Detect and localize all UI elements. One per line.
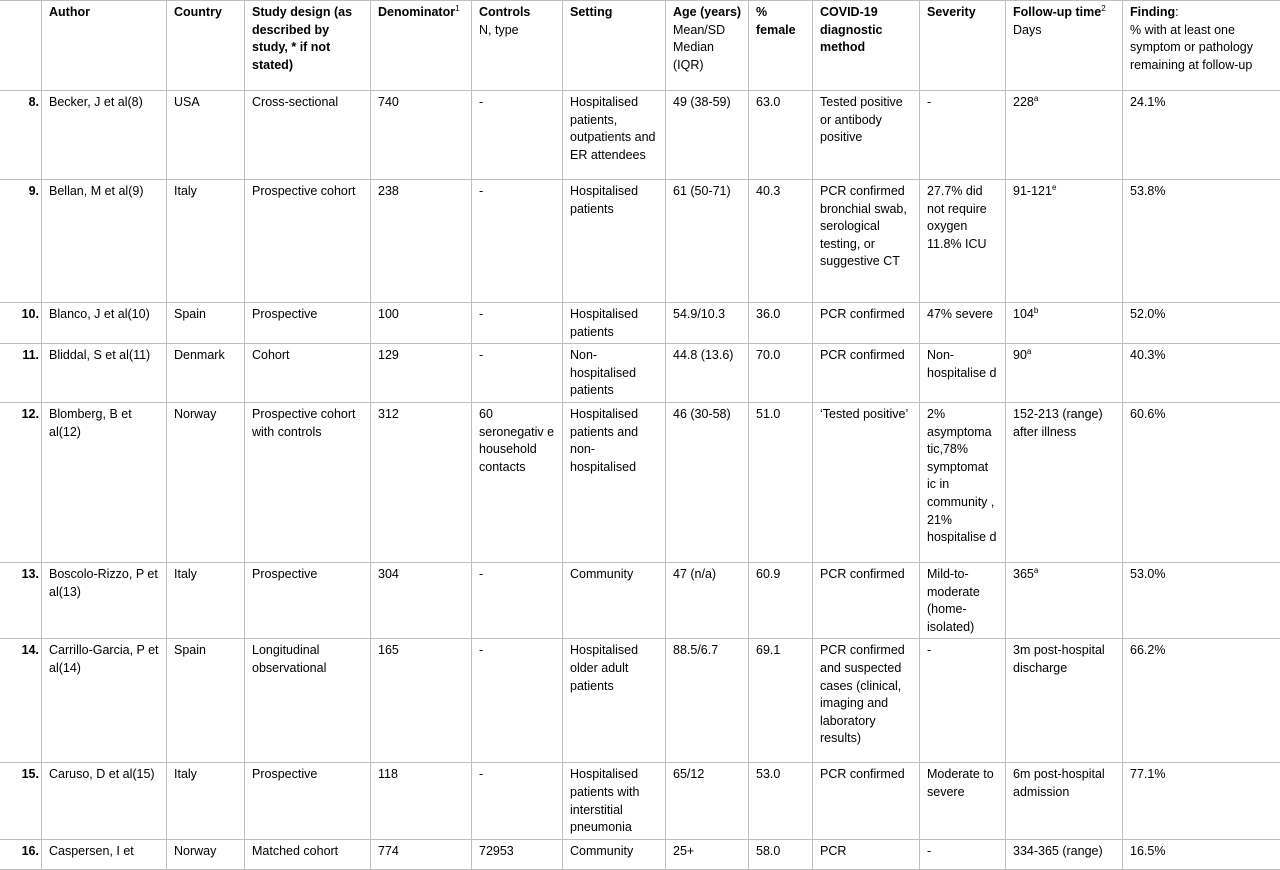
cell-severity	[920, 91, 1006, 180]
cell-text: 11.	[22, 348, 39, 362]
cell-setting	[563, 180, 666, 303]
cell-text: Italy	[174, 567, 197, 581]
cell-followup	[1006, 639, 1123, 763]
cell-country	[167, 91, 245, 180]
cell-text: Longitudinal observational	[252, 643, 326, 675]
table-row	[0, 303, 1280, 344]
header-sublabel: Mean/SD Median (IQR)	[673, 22, 742, 75]
cell-method	[813, 91, 920, 180]
cell-setting	[563, 763, 666, 839]
cell-text: Italy	[174, 184, 197, 198]
cell-text: 66.2%	[1130, 643, 1165, 657]
cell-design	[245, 303, 371, 344]
table-row	[0, 639, 1280, 763]
cell-text: 16.5%	[1130, 844, 1165, 858]
cell-controls	[472, 402, 563, 562]
cell-setting	[563, 562, 666, 638]
cell-author	[42, 180, 167, 303]
cell-setting	[563, 344, 666, 403]
header-sublabel: % with at least one symptom or pathology remaining at follow-up	[1130, 22, 1280, 75]
cell-method	[813, 180, 920, 303]
cell-text: Caruso, D et al(15)	[49, 767, 155, 781]
cell-text: 9.	[29, 184, 39, 198]
header-controls	[472, 1, 563, 91]
table-row	[0, 180, 1280, 303]
followup-footnote-marker: a	[1034, 566, 1038, 575]
cell-text: 25+	[673, 844, 694, 858]
cell-followup	[1006, 303, 1123, 344]
cell-denominator	[371, 763, 472, 839]
cell-severity	[920, 562, 1006, 638]
cell-text: Non-hospitalise d	[927, 348, 997, 380]
cell-text: Moderate to severe	[927, 767, 994, 799]
cell-text: PCR confirmed and suspected cases (clinical, imaging and laboratory results)	[820, 643, 905, 745]
cell-controls	[472, 562, 563, 638]
cell-text: 152-213 (range) after illness	[1013, 407, 1103, 439]
cell-severity	[920, 344, 1006, 403]
header-country	[167, 1, 245, 91]
followup-footnote-marker: b	[1034, 306, 1038, 315]
cell-text: 53.0%	[1130, 567, 1165, 581]
cell-country	[167, 839, 245, 869]
cell-design	[245, 839, 371, 869]
header-footnote-marker: 1	[455, 4, 459, 13]
header-finding	[1123, 1, 1280, 91]
cell-text: -	[479, 348, 483, 362]
cell-country	[167, 562, 245, 638]
cell-author	[42, 303, 167, 344]
cell-text: 3m post-hospital discharge	[1013, 643, 1105, 675]
cell-text: 40.3	[756, 184, 780, 198]
header-severity	[920, 1, 1006, 91]
cell-age	[666, 763, 749, 839]
cell-denominator	[371, 402, 472, 562]
cell-denominator	[371, 839, 472, 869]
cell-author	[42, 839, 167, 869]
cell-text: 40.3%	[1130, 348, 1165, 362]
cell-text: Community	[570, 567, 633, 581]
header-label: Setting	[570, 5, 612, 19]
cell-method	[813, 303, 920, 344]
cell-text: 228	[1013, 95, 1034, 109]
cell-text: 90	[1013, 348, 1027, 362]
cell-method	[813, 402, 920, 562]
cell-severity	[920, 639, 1006, 763]
cell-followup	[1006, 839, 1123, 869]
cell-text: 49 (38-59)	[673, 95, 731, 109]
cell-num	[0, 344, 42, 403]
cell-controls	[472, 639, 563, 763]
cell-finding	[1123, 91, 1280, 180]
cell-text: Hospitalised patients with interstitial pneumonia	[570, 767, 639, 834]
table-row	[0, 91, 1280, 180]
cell-text: 91-121	[1013, 184, 1052, 198]
cell-text: Blanco, J et al(10)	[49, 307, 150, 321]
cell-country	[167, 180, 245, 303]
cell-finding	[1123, 763, 1280, 839]
cell-female	[749, 639, 813, 763]
cell-setting	[563, 402, 666, 562]
cell-text: 60 seronegativ e household contacts	[479, 407, 554, 474]
cell-setting	[563, 839, 666, 869]
cell-num	[0, 839, 42, 869]
cell-finding	[1123, 303, 1280, 344]
header-label: Finding	[1130, 5, 1175, 19]
cell-text: 129	[378, 348, 399, 362]
cell-text: Prospective cohort	[252, 184, 356, 198]
cell-setting	[563, 639, 666, 763]
header-study-design	[245, 1, 371, 91]
cell-text: 312	[378, 407, 399, 421]
cell-text: 58.0	[756, 844, 780, 858]
cell-controls	[472, 839, 563, 869]
cell-followup	[1006, 402, 1123, 562]
cell-country	[167, 402, 245, 562]
cell-age	[666, 344, 749, 403]
cell-finding	[1123, 402, 1280, 562]
header-label: % female	[756, 5, 796, 37]
cell-author	[42, 91, 167, 180]
cell-text: 8.	[29, 95, 39, 109]
cell-text: 24.1%	[1130, 95, 1165, 109]
cell-text: 740	[378, 95, 399, 109]
cell-text: 46 (30-58)	[673, 407, 731, 421]
cell-age	[666, 402, 749, 562]
cell-country	[167, 639, 245, 763]
cell-text: Carrillo-Garcia, P et al(14)	[49, 643, 159, 675]
cell-denominator	[371, 180, 472, 303]
cell-author	[42, 639, 167, 763]
cell-finding	[1123, 839, 1280, 869]
cell-text: 53.8%	[1130, 184, 1165, 198]
cell-text: 15.	[22, 767, 39, 781]
followup-footnote-marker: e	[1052, 183, 1056, 192]
cell-text: 72953	[479, 844, 514, 858]
cell-text: 304	[378, 567, 399, 581]
cell-denominator	[371, 639, 472, 763]
cell-text: Hospitalised patients, outpatients and ER attendees	[570, 95, 656, 162]
cell-followup	[1006, 180, 1123, 303]
cell-text: Becker, J et al(8)	[49, 95, 143, 109]
cell-text: Boscolo-Rizzo, P et al(13)	[49, 567, 158, 599]
cell-age	[666, 303, 749, 344]
cell-female	[749, 344, 813, 403]
header-setting	[563, 1, 666, 91]
cell-num	[0, 303, 42, 344]
cell-text: Bliddal, S et al(11)	[49, 348, 150, 362]
table-row	[0, 763, 1280, 839]
cell-num	[0, 763, 42, 839]
cell-text: 52.0%	[1130, 307, 1165, 321]
cell-finding	[1123, 180, 1280, 303]
cell-text: Non-hospitalised patients	[570, 348, 636, 397]
cell-female	[749, 562, 813, 638]
cell-text: -	[479, 767, 483, 781]
cell-denominator	[371, 303, 472, 344]
cell-severity	[920, 303, 1006, 344]
cell-severity	[920, 763, 1006, 839]
cell-text: PCR confirmed	[820, 348, 905, 362]
cell-num	[0, 91, 42, 180]
cell-text: Norway	[174, 844, 216, 858]
cell-text: PCR	[820, 844, 846, 858]
cell-text: 118	[378, 767, 398, 781]
cell-controls	[472, 303, 563, 344]
cell-country	[167, 344, 245, 403]
cell-text: -	[927, 95, 931, 109]
cell-age	[666, 562, 749, 638]
cell-text: 60.6%	[1130, 407, 1165, 421]
header-footnote-marker: 2	[1101, 4, 1105, 13]
table-row	[0, 344, 1280, 403]
header-suffix: :	[1175, 5, 1178, 19]
cell-text: 6m post-hospital admission	[1013, 767, 1105, 799]
header-sublabel: N, type	[479, 22, 556, 40]
cell-age	[666, 639, 749, 763]
cell-text: 774	[378, 844, 399, 858]
cell-text: PCR confirmed bronchial swab, serological testing, or suggestive CT	[820, 184, 907, 268]
cell-text: 165	[378, 643, 399, 657]
header-female	[749, 1, 813, 91]
cell-followup	[1006, 562, 1123, 638]
header-label: COVID-19 diagnostic method	[820, 5, 883, 54]
cell-female	[749, 839, 813, 869]
header-sublabel: Days	[1013, 22, 1116, 40]
header-author	[42, 1, 167, 91]
cell-text: Mild-to-moderate (home-isolated)	[927, 567, 980, 634]
cell-text: Community	[570, 844, 633, 858]
cell-female	[749, 402, 813, 562]
cell-text: 65/12	[673, 767, 704, 781]
header-label: Country	[174, 5, 222, 19]
cell-design	[245, 344, 371, 403]
cell-text: -	[927, 643, 931, 657]
cell-female	[749, 303, 813, 344]
cell-text: 334-365 (range)	[1013, 844, 1103, 858]
cell-text: Prospective	[252, 307, 317, 321]
header-follow-up	[1006, 1, 1123, 91]
cell-text: Blomberg, B et al(12)	[49, 407, 132, 439]
cell-age	[666, 180, 749, 303]
table-row	[0, 839, 1280, 869]
cell-text: 100	[378, 307, 399, 321]
header-label: Author	[49, 5, 90, 19]
cell-text: Spain	[174, 307, 206, 321]
cell-finding	[1123, 639, 1280, 763]
cell-num	[0, 180, 42, 303]
cell-text: 13.	[22, 567, 39, 581]
header-label: Age (years)	[673, 5, 741, 19]
cell-design	[245, 91, 371, 180]
cell-text: Caspersen, I et	[49, 844, 134, 858]
cell-text: 10.	[22, 307, 39, 321]
header-label: Follow-up time	[1013, 5, 1101, 19]
header-label: Severity	[927, 5, 976, 19]
cell-text: Matched cohort	[252, 844, 338, 858]
cell-text: 88.5/6.7	[673, 643, 718, 657]
cell-controls	[472, 91, 563, 180]
followup-footnote-marker: a	[1027, 347, 1031, 356]
cell-followup	[1006, 344, 1123, 403]
cell-text: 365	[1013, 567, 1034, 581]
cell-denominator	[371, 344, 472, 403]
cell-text: 53.0	[756, 767, 780, 781]
table-row	[0, 562, 1280, 638]
cell-severity	[920, 839, 1006, 869]
cell-country	[167, 763, 245, 839]
cell-text: 2% asymptoma tic,78% symptomat ic in community , 21% hospitalise d	[927, 407, 997, 544]
cell-text: PCR confirmed	[820, 307, 905, 321]
header-label: Controls	[479, 5, 530, 19]
cell-text: 61 (50-71)	[673, 184, 731, 198]
cell-text: -	[479, 307, 483, 321]
cell-text: ‘Tested positive’	[820, 407, 908, 421]
cell-text: Cross-sectional	[252, 95, 338, 109]
cell-text: 16.	[22, 844, 39, 858]
cell-text: 47% severe	[927, 307, 993, 321]
cell-text: 238	[378, 184, 399, 198]
cell-severity	[920, 180, 1006, 303]
cell-text: 104	[1013, 307, 1034, 321]
cell-text: -	[479, 95, 483, 109]
cell-controls	[472, 180, 563, 303]
cell-design	[245, 562, 371, 638]
cell-text: Denmark	[174, 348, 225, 362]
followup-footnote-marker: a	[1034, 94, 1038, 103]
cell-followup	[1006, 91, 1123, 180]
cell-design	[245, 180, 371, 303]
cell-text: Prospective	[252, 767, 317, 781]
cell-num	[0, 639, 42, 763]
cell-controls	[472, 763, 563, 839]
cell-author	[42, 402, 167, 562]
cell-text: USA	[174, 95, 200, 109]
cell-text: Hospitalised patients	[570, 307, 638, 339]
cell-text: Tested positive or antibody positive	[820, 95, 903, 144]
cell-severity	[920, 402, 1006, 562]
cell-denominator	[371, 91, 472, 180]
cell-text: 77.1%	[1130, 767, 1165, 781]
cell-text: 44.8 (13.6)	[673, 348, 733, 362]
cell-text: -	[479, 643, 483, 657]
cell-age	[666, 91, 749, 180]
cell-num	[0, 402, 42, 562]
cell-text: 14.	[22, 643, 39, 657]
cell-text: 54.9/10.3	[673, 307, 725, 321]
cell-text: -	[927, 844, 931, 858]
cell-num	[0, 562, 42, 638]
cell-controls	[472, 344, 563, 403]
cell-text: 63.0	[756, 95, 780, 109]
cell-text: Hospitalised older adult patients	[570, 643, 638, 692]
cell-setting	[563, 303, 666, 344]
cell-text: 70.0	[756, 348, 780, 362]
header-num	[0, 1, 42, 91]
cell-followup	[1006, 763, 1123, 839]
cell-method	[813, 763, 920, 839]
cell-female	[749, 763, 813, 839]
cell-design	[245, 763, 371, 839]
cell-design	[245, 639, 371, 763]
cell-text: 60.9	[756, 567, 780, 581]
cell-female	[749, 91, 813, 180]
cell-text: Prospective cohort with controls	[252, 407, 356, 439]
header-row	[0, 1, 1280, 91]
cell-text: Italy	[174, 767, 197, 781]
cell-method	[813, 562, 920, 638]
cell-text: -	[479, 184, 483, 198]
header-age	[666, 1, 749, 91]
cell-text: 36.0	[756, 307, 780, 321]
cell-method	[813, 639, 920, 763]
cell-text: 12.	[22, 407, 39, 421]
cell-method	[813, 839, 920, 869]
header-label: Study design (as described by study, * if not stated)	[252, 5, 352, 72]
cell-text: 51.0	[756, 407, 780, 421]
cell-text: PCR confirmed	[820, 567, 905, 581]
cell-author	[42, 763, 167, 839]
table-row	[0, 402, 1280, 562]
cell-method	[813, 344, 920, 403]
cell-text: Prospective	[252, 567, 317, 581]
cell-denominator	[371, 562, 472, 638]
cell-text: 69.1	[756, 643, 780, 657]
cell-text: Hospitalised patients	[570, 184, 638, 216]
header-label: Denominator	[378, 5, 455, 19]
cell-finding	[1123, 562, 1280, 638]
cell-design	[245, 402, 371, 562]
cell-text: PCR confirmed	[820, 767, 905, 781]
header-diagnostic-method	[813, 1, 920, 91]
cell-text: Bellan, M et al(9)	[49, 184, 143, 198]
cell-female	[749, 180, 813, 303]
cell-finding	[1123, 344, 1280, 403]
cell-text: Spain	[174, 643, 206, 657]
cell-age	[666, 839, 749, 869]
cell-country	[167, 303, 245, 344]
cell-text: 47 (n/a)	[673, 567, 716, 581]
cell-text: 27.7% did not require oxygen 11.8% ICU	[927, 184, 987, 251]
cell-author	[42, 344, 167, 403]
cell-text: -	[479, 567, 483, 581]
cell-author	[42, 562, 167, 638]
cell-text: Norway	[174, 407, 216, 421]
cell-setting	[563, 91, 666, 180]
cell-text: Hospitalised patients and non-hospitalised	[570, 407, 638, 474]
header-denominator	[371, 1, 472, 91]
table-body	[0, 91, 1280, 870]
cell-text: Cohort	[252, 348, 290, 362]
